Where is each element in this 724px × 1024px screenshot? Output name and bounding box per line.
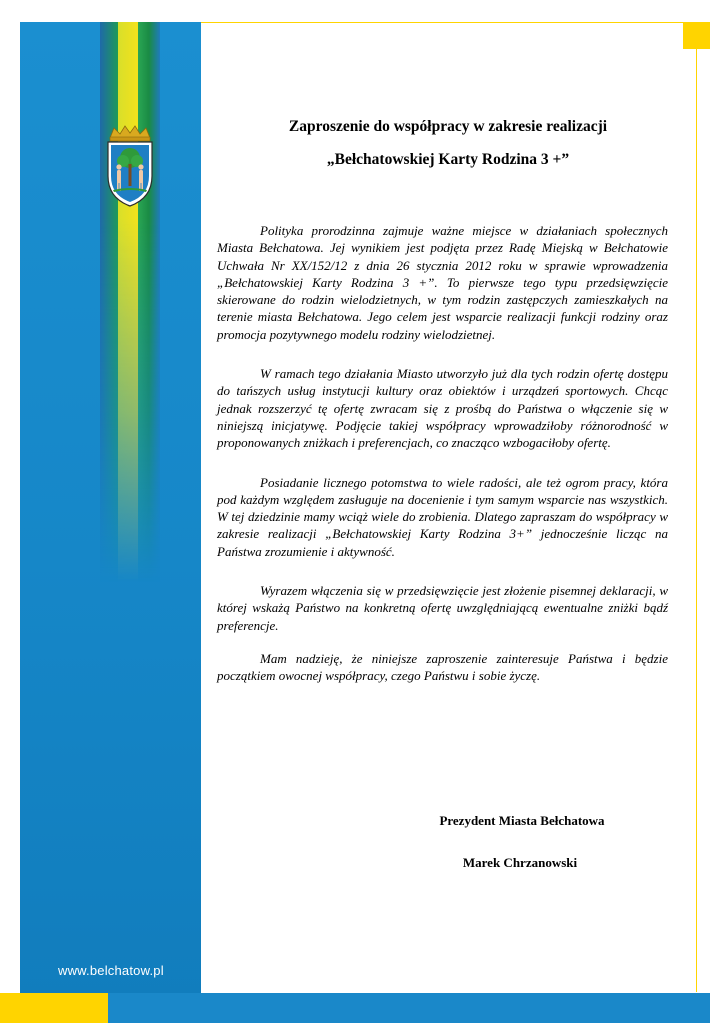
paragraph-2: W ramach tego działania Miasto utworzyło już dla tych rodzin ofertę dostępu do tańszych usług instytucji kultury oraz obiektów i urządzeń sportowych. Chcąc jednak rozszerzyć tę ofertę zwracam się z prośbą do Państwa o włączenie się w niniejszą inicjatywę. Podjęcie takiej współpracy wprowadziłoby różnorodność w proponowanych zniżkach i preferencjach, co znacząco wzbogaciłoby ofertę.	[217, 366, 668, 451]
signature-role: Prezydent Miasta Bełchatowa	[439, 813, 605, 828]
city-coat-of-arms-icon	[104, 124, 156, 208]
stripe-blue-green	[100, 22, 118, 582]
top-rule	[201, 22, 683, 23]
document-body	[217, 222, 668, 701]
right-rule	[696, 49, 697, 992]
document-title-line-2: „Bełchatowskiej Karty Rodzina 3 +”	[326, 151, 570, 168]
bottom-bar-blue	[108, 993, 710, 1023]
signature-name: Marek Chrzanowski	[462, 855, 578, 870]
document-title-line-1: Zaproszenie do współpracy w zakresie realizacji	[288, 118, 608, 135]
bottom-bar-yellow	[0, 993, 108, 1023]
sidebar-stripes	[100, 22, 160, 582]
stripe-green	[138, 22, 160, 582]
paragraph-4: Wyrazem włączenia się w przedsięwzięcie jest złożenie pisemnej deklaracji, w której wskażą Państwo na konkretną ofertę uwzględniającą ewentualne zniżki bądź preferencje.	[217, 583, 668, 633]
paragraph-1: Polityka prorodzinna zajmuje ważne miejsce w działaniach społecznych Miasta Bełchatowa. Jej wynikiem jest podjęta przez Radę Miejską w Bełchatowie Uchwała Nr XX/152/12 z dnia 26 stycznia 2012 roku w sprawie wprowadzenia „Bełchatowskiej Karty Rodzina 3 +”. To pierwsze tego typu przedsięwzięcie skierowane do rodzin wielodzietnych, w tym rodzin zastępczych zamieszkałych na terenie miasta Bełchatowa. Jego celem jest wsparcie realizacji funkcji rodziny oraz promocja pozytywnego modelu rodziny wielodzietnej.	[217, 223, 668, 342]
paragraph-5: Mam nadzieję, że niniejsze zaproszenie zainteresuje Państwa i będzie początkiem owocnej współpracy, czego Państwu i sobie życzę.	[217, 650, 668, 684]
stripe-yellow	[118, 22, 138, 582]
sidebar-band	[20, 22, 201, 998]
paragraph-3: Posiadanie licznego potomstwa to wiele radości, ale też ogrom pracy, która pod każdym względem zasługuje na docenienie i tym samym wsparcie nas wszystkich. W tej dziedzinie mamy wciąż wiele do zrobienia. Dlatego zapraszam do współpracy w zakresie realizacji „Bełchatowskiej Karty Rodzina 3+” jednocześnie licząc na Państwa zrozumienie i aktywność.	[217, 474, 668, 559]
website-url: www.belchatow.pl	[58, 963, 164, 978]
corner-square	[683, 22, 710, 49]
